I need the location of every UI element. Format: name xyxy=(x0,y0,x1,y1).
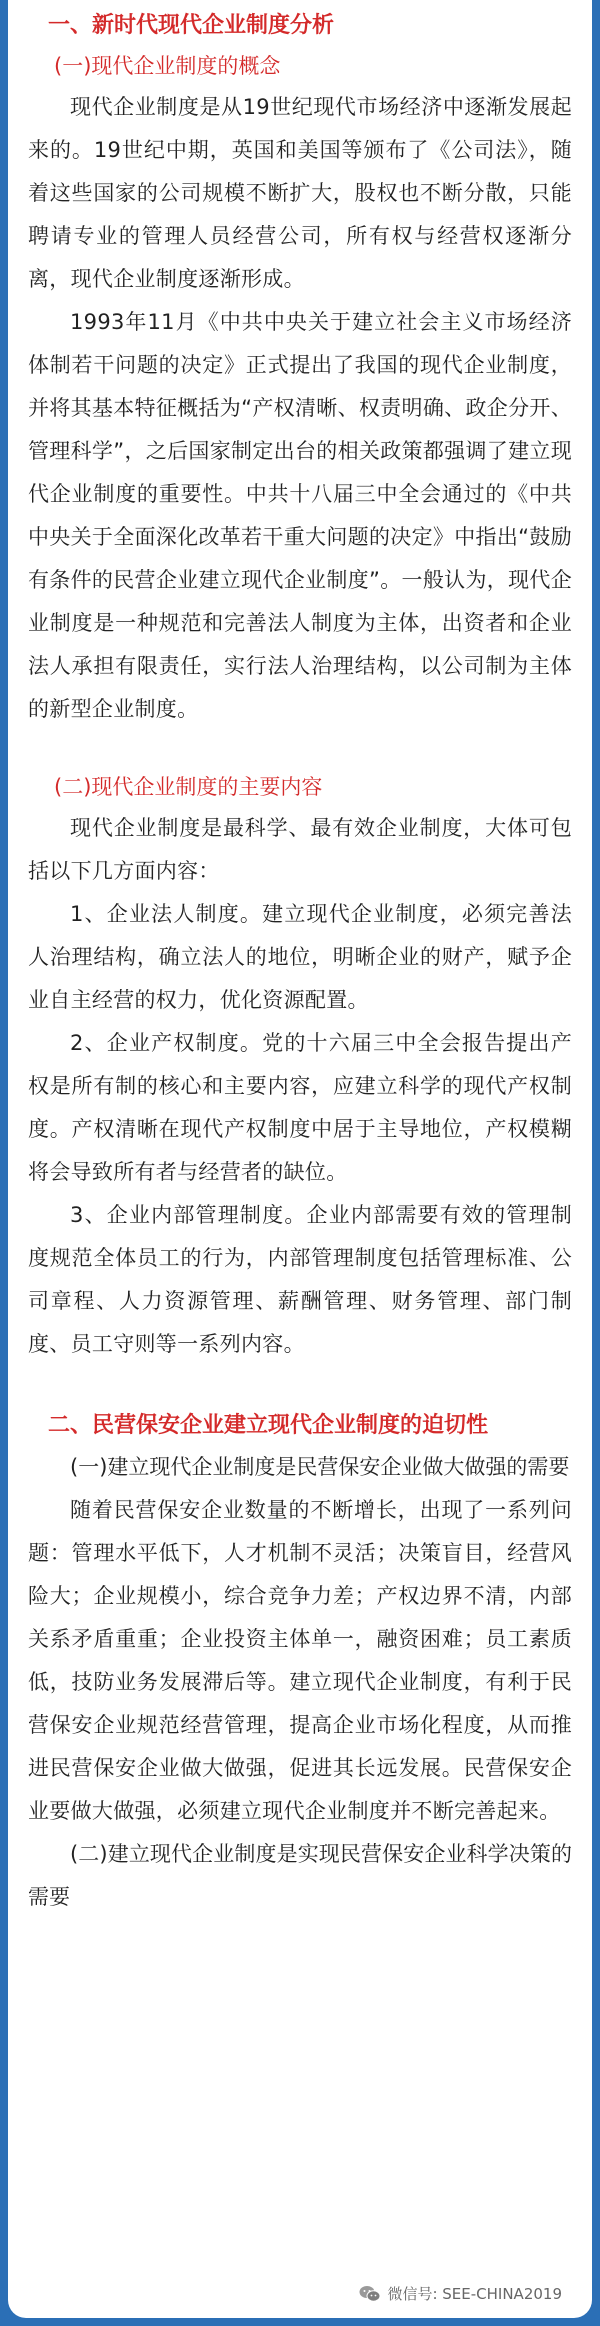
section-1-sub-2-title: (二)现代企业制度的主要内容 xyxy=(54,775,323,799)
section-1-title: 一、新时代现代企业制度分析 xyxy=(48,13,335,38)
paragraph: 随着民营保安企业数量的不断增长，出现了一系列问题：管理水平低下，人才机制不灵活；决策盲目，经营风险大；企业规模小，综合竞争力差；产权边界不清，内部关系矛盾重重；企业投资主体单一，融资困难；员工素质低，技防业务发展滞后等。建立现代企业制度，有利于民营保安企业规范经营管理，提高企业市场化程度，从而推进民营保安企业做大做强，促进其长远发展。民营保安企业要做大做强，必须建立现代企业制度并不断完善起来。 xyxy=(28,1498,572,1823)
spacer xyxy=(28,731,572,767)
footer-text: 微信号: SEE-CHINA2019 xyxy=(387,2285,562,2303)
wechat-icon xyxy=(359,2285,381,2303)
paragraph: 现代企业制度是从19世纪现代市场经济中逐渐发展起来的。19世纪中期，英国和美国等颁布了《公司法》，随着这些国家的公司规模不断扩大，股权也不断分散，只能聘请专业的管理人员经营公司，所有权与经营权逐渐分离，现代企业制度逐渐形成。 xyxy=(28,95,572,291)
paragraph: 1、企业法人制度。建立现代企业制度，必须完善法人治理结构，确立法人的地位，明晰企业的财产，赋予企业自主经营的权力，优化资源配置。 xyxy=(28,902,572,1012)
section-2-sub-2-title: (二)建立现代企业制度是实现民营保安企业科学决策的需要 xyxy=(28,1842,572,1909)
paragraph: 2、企业产权制度。党的十六届三中全会报告提出产权是所有制的核心和主要内容，应建立科学的现代产权制度。产权清晰在现代产权制度中居于主导地位，产权模糊将会导致所有者与经营者的缺位。 xyxy=(28,1031,572,1184)
paragraph: 1993年11月《中共中央关于建立社会主义市场经济体制若干问题的决定》正式提出了我国的现代企业制度，并将其基本特征概括为“产权清晰、权责明确、政企分开、管理科学”，之后国家制定出台的相关政策都强调了建立现代企业制度的重要性。中共十八届三中全会通过的《中共中央关于全面深化改革若干重大问题的决定》中指出“鼓励有条件的民营企业建立现代企业制度”。一般认为，现代企业制度是一种规范和完善法人制度为主体，出资者和企业法人承担有限责任，实行法人治理结构，以公司制为主体的新型企业制度。 xyxy=(28,310,572,721)
section-2-title: 二、民营保安企业建立现代企业制度的迫切性 xyxy=(48,1413,489,1438)
section-1-sub-1-title: (一)现代企业制度的概念 xyxy=(54,54,281,78)
article-panel xyxy=(8,0,592,2318)
section-2-sub-1-title: (一)建立现代企业制度是民营保安企业做大做强的需要 xyxy=(70,1455,570,1479)
paragraph: 现代企业制度是最科学、最有效企业制度，大体可包括以下几方面内容： xyxy=(28,816,572,883)
footer-watermark xyxy=(359,2283,562,2304)
paragraph: 3、企业内部管理制度。企业内部需要有效的管理制度规范全体员工的行为，内部管理制度包括管理标准、公司章程、人力资源管理、薪酬管理、财务管理、部门制度、员工守则等一系列内容。 xyxy=(28,1203,572,1356)
spacer xyxy=(28,1366,572,1406)
